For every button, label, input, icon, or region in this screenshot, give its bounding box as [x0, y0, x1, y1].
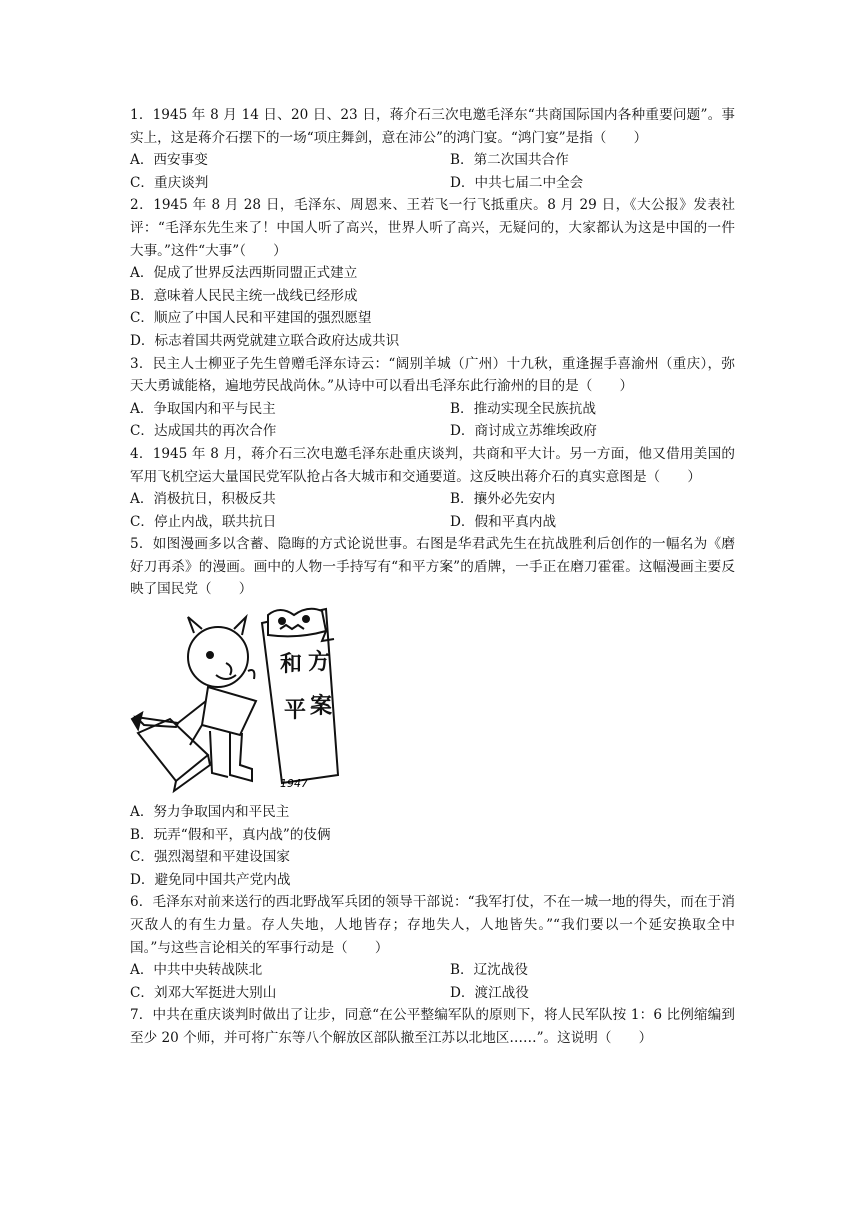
question-1-options [130, 149, 735, 172]
option-c: C．停止内战，联共抗日 [130, 513, 277, 530]
cartoon-image [130, 605, 360, 795]
option-c: C．顺应了中国人民和平建国的强烈愿望 [130, 310, 372, 327]
question-7-stem: 7．中共在重庆谈判时做出了让步，同意“在公平整编军队的原则下，将人民军队按 1：6 比例缩编到至少 20 个师，并可将广东等八个解放区部队撤至江苏以北地区……”。这说明（ ） [130, 1007, 735, 1046]
option-b: B．玩弄“假和平，真内战”的伎俩 [130, 826, 331, 843]
option-d: D．商讨成立苏维埃政府 [450, 423, 597, 440]
question-6-options [130, 959, 735, 982]
option-b: B．第二次国共合作 [450, 152, 569, 169]
question-4-options-2 [130, 511, 735, 534]
question-4-options [130, 488, 735, 511]
shield-char-4: 案 [310, 693, 333, 720]
question-3-stem: 3．民主人士柳亚子先生曾赠毛泽东诗云：“阔别羊城（广州）十九秋，重逢握手喜渝州（重庆），弥天大勇诚能格，遍地劳民战尚休。”从诗中可以看出毛泽东此行渝州的目的是（ ） [130, 355, 735, 395]
cartoon-illustration [130, 605, 360, 795]
option-d: D．渡江战役 [450, 984, 529, 1001]
question-2-stem: 2．1945 年 8 月 28 日，毛泽东、周恩来、王若飞一行飞抵重庆。8 月 29 日，《大公报》发表社评：“毛泽东先生来了！中国人听了高兴，世界人听了高兴，无疑问的，大家都认为这是中国的一件大事。”这件“大事”（ ） [130, 197, 735, 259]
shield-char-3: 平 [284, 697, 307, 724]
option-a: A．促成了世界反法西斯同盟正式建立 [130, 265, 358, 282]
question-3-options-2 [130, 420, 735, 443]
question-6-stem: 6．毛泽东对前来送行的西北野战军兵团的领导干部说：“我军打仗，不在一城一地的得失，而在于消灭敌人的有生力量。存人失地，人地皆存；存地失人，人地皆失。”“我们要以一个延安换取全中国。”与这些言论相关的军事行动是（ ） [130, 894, 735, 956]
option-d: D．避免同中国共产党内战 [130, 871, 291, 888]
shield-char-2: 方 [308, 649, 331, 676]
question-4-stem: 4．1945 年 8 月，蒋介石三次电邀毛泽东赴重庆谈判，共商和平大计。另一方面，他又借用美国的军用飞机空运大量国民党军队抢占各大城市和交通要道。这反映出蒋介石的真实意图是（ ） [130, 445, 735, 485]
cartoon-year: 1947 [280, 777, 308, 791]
option-a: A．努力争取国内和平民主 [130, 804, 290, 821]
option-b: B．辽沈战役 [450, 962, 528, 979]
exam-page [130, 104, 735, 1050]
option-c: C．刘邓大军挺进大别山 [130, 984, 277, 1001]
option-d: D．假和平真内战 [450, 513, 557, 530]
option-a: A．争取国内和平与民主 [130, 400, 276, 417]
option-d: D．中共七届二中全会 [450, 174, 584, 191]
option-d: D．标志着国共两党就建立联合政府达成共识 [130, 332, 400, 349]
option-c: C．达成国共的再次合作 [130, 423, 277, 440]
option-b: B．意味着人民民主统一战线已经形成 [130, 287, 358, 304]
option-c: C．重庆谈判 [130, 174, 209, 191]
question-1-options-2 [130, 172, 735, 195]
question-5-stem: 5．如图漫画多以含蓄、隐晦的方式论说世事。右图是华君武先生在抗战胜利后创作的一幅名为《磨好刀再杀》的漫画。画中的人物一手持写有“和平方案”的盾牌，一手正在磨刀霍霍。这幅漫画主要反映了国民党（ ） [130, 536, 735, 598]
option-a: A．消极抗日，积极反共 [130, 491, 276, 508]
option-c: C．强烈渴望和平建设国家 [130, 849, 290, 866]
question-1-stem: 1．1945 年 8 月 14 日、20 日、23 日，蒋介石三次电邀毛泽东“共商国际国内各种重要问题”。事实上，这是蒋介石摆下的一场“项庄舞剑，意在沛公”的鸿门宴。“鸿门宴”是指（ ） [130, 107, 735, 146]
question-6-options-2 [130, 982, 735, 1005]
option-a: A．中共中央转战陕北 [130, 962, 263, 979]
option-b: B．推动实现全民族抗战 [450, 400, 596, 417]
option-a: A．西安事变 [130, 152, 208, 169]
question-3-options [130, 398, 735, 421]
shield-char-1: 和 [280, 651, 303, 678]
option-b: B．攘外必先安内 [450, 491, 556, 508]
